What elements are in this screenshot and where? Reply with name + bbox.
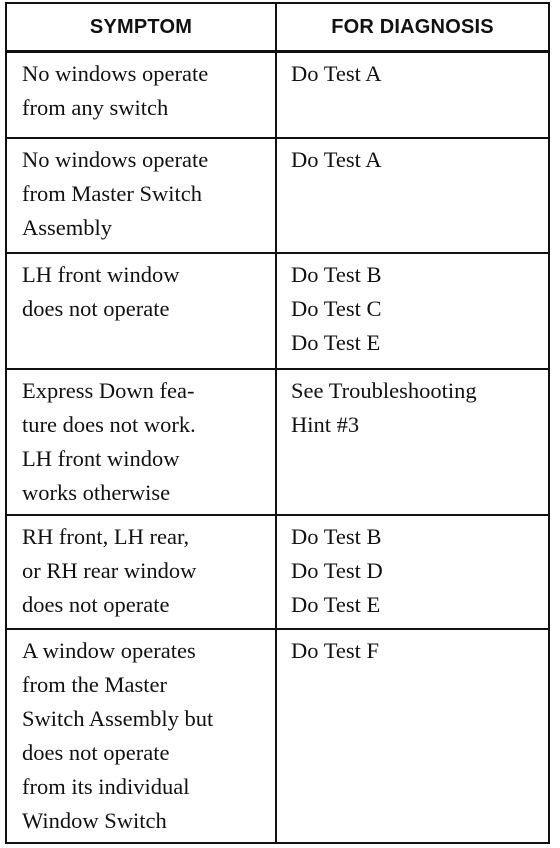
diagnosis-text: See Troubleshooting [291, 377, 477, 403]
diagnosis-text: Do Test F [291, 637, 380, 663]
symptom-text: Window Switch [22, 807, 167, 833]
symptom-cell [6, 138, 276, 253]
diagnosis-text: Do Test C [291, 295, 382, 321]
symptom-cell [6, 629, 276, 843]
symptom-cell [6, 52, 276, 138]
symptom-text: from its individual [22, 773, 190, 799]
symptom-text: RH front, LH rear, [22, 523, 190, 549]
diagnosis-text: Do Test E [291, 329, 381, 355]
diagnosis-text: Do Test A [291, 61, 382, 86]
symptom-text: ture does not work. [22, 411, 196, 437]
diagnosis-cell [276, 515, 549, 629]
diagnosis-table [5, 2, 550, 844]
diagnosis-text: Hint #3 [291, 411, 360, 437]
symptom-text: does not operate [22, 739, 170, 765]
diagnosis-cell [276, 369, 549, 515]
symptom-text: Switch Assembly but [22, 705, 214, 731]
table-header-row [6, 3, 549, 52]
symptom-text: No windows operate [22, 146, 209, 172]
table-row [6, 138, 549, 253]
table-row [6, 369, 549, 515]
symptom-text: from the Master [22, 671, 167, 697]
symptom-text: from Master Switch [22, 180, 202, 206]
symptom-text: A window operates [22, 637, 196, 663]
diagnosis-text: Do Test B [291, 261, 382, 287]
symptom-text: LH front window [22, 445, 180, 471]
symptom-cell [6, 515, 276, 629]
diagnosis-cell [276, 253, 549, 369]
symptom-text: Assembly [22, 214, 112, 240]
table-row [6, 52, 549, 138]
table-row [6, 253, 549, 369]
symptom-cell [6, 253, 276, 369]
symptom-cell [6, 369, 276, 515]
diagnosis-text: Do Test A [291, 146, 382, 172]
symptom-column-header: SYMPTOM [6, 3, 276, 52]
symptom-text: does not operate [22, 591, 170, 617]
diagnosis-column-header: FOR DIAGNOSIS [276, 3, 549, 52]
diagnosis-text: Do Test B [291, 523, 382, 549]
table-row [6, 515, 549, 629]
diagnosis-text: Do Test E [291, 591, 381, 617]
diagnosis-cell [276, 629, 549, 843]
table-row [6, 629, 549, 843]
symptom-text: from any switch [22, 95, 169, 120]
diagnosis-text: Do Test D [291, 557, 383, 583]
symptom-text: works otherwise [22, 479, 171, 505]
diagnosis-cell [276, 52, 549, 138]
symptom-text: or RH rear window [22, 557, 197, 583]
symptom-text: LH front window [22, 261, 180, 287]
symptom-text: Express Down fea- [22, 377, 195, 403]
symptom-text: does not operate [22, 295, 170, 321]
diagnosis-cell [276, 138, 549, 253]
symptom-text: No windows operate [22, 61, 209, 86]
